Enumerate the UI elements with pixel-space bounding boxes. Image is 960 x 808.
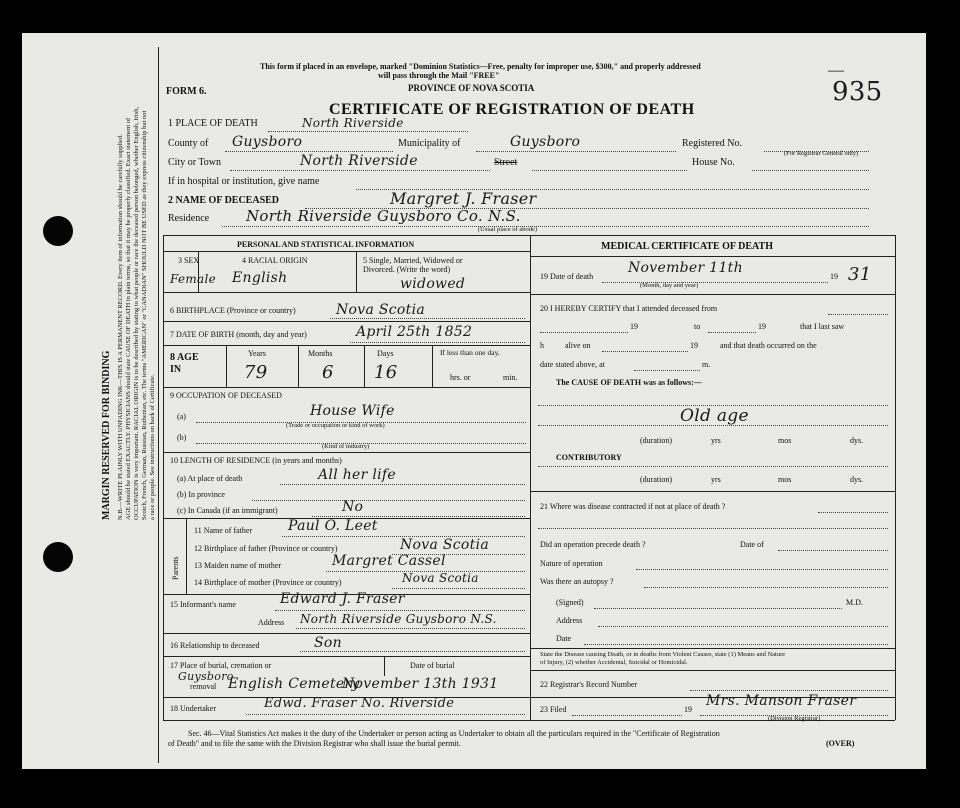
birthplace-value: Nova Scotia	[336, 302, 425, 318]
age-divider-3	[364, 345, 365, 387]
alive-on-label: alive on	[565, 341, 591, 350]
q21-label: 21 Where was disease contracted if not at place of death ?	[540, 502, 726, 511]
margin-note-2: AGE should be stated EXACTLY. PHYSICIANS should state CAUSE OF DEATH in plain terms, so that it may be properly classified. Exact statement of	[125, 117, 132, 520]
place-of-death-label: 1 PLACE OF DEATH	[168, 118, 258, 129]
relationship-value: Son	[314, 635, 342, 651]
sex-value: Female	[170, 272, 217, 286]
street-line	[532, 170, 687, 171]
county-line	[225, 151, 393, 152]
birthplace-line	[330, 318, 525, 319]
filed-label: 23 Filed	[540, 705, 567, 714]
death-occurred-label: and that death occurred on the	[720, 341, 817, 350]
medical-rule-2	[530, 491, 895, 492]
municipality-line	[476, 151, 676, 152]
date-of-death-year: 31	[848, 264, 872, 285]
operation-label: Did an operation precede death ?	[540, 540, 646, 549]
registrar-record-line	[690, 690, 888, 691]
binding-hole-top	[43, 216, 73, 246]
name-of-deceased-label: 2 NAME OF DECEASED	[168, 195, 280, 206]
margin-note-4: Scotch, French, German, Russian, Ruthenian, etc. The terms "AMERICAN" or "CANADIAN" SHOULD NOT BE USED as they express citizenship but not	[141, 110, 148, 520]
residence-label: Residence	[168, 213, 210, 224]
footer-over: (OVER)	[826, 739, 855, 748]
street-label: Street	[494, 157, 518, 168]
m-label: m.	[702, 360, 711, 369]
father-birthplace-value: Nova Scotia	[400, 537, 489, 553]
residence-line	[222, 226, 869, 227]
mother-birthplace-label: 14 Birthplace of mother (Province or country)	[194, 578, 342, 587]
date-of-death-label: 19 Date of death	[540, 272, 594, 281]
marital-label-2: Divorced. (Write the word)	[363, 265, 451, 274]
binding-hole-bottom	[43, 542, 73, 572]
medical-heading-rule	[530, 256, 895, 257]
occupation-note: (Trade or occupation or kind of work)	[286, 422, 385, 429]
burial-place-top: Guysboro	[178, 670, 234, 683]
residence-value: North Riverside Guysboro Co. N.S.	[246, 207, 521, 225]
marital-value: widowed	[400, 276, 466, 292]
mother-label: 13 Maiden name of mother	[194, 561, 282, 570]
informant-address-value: North Riverside Guysboro N.S.	[300, 612, 497, 626]
county-value: Guysboro	[232, 134, 303, 150]
contributory-line	[538, 466, 888, 467]
alive-on-line	[602, 351, 688, 352]
operation-nature-label: Nature of operation	[540, 559, 603, 568]
date-of-death-year-prefix: 19	[830, 272, 838, 281]
physician-date-line	[584, 644, 888, 645]
at-place-value: All her life	[318, 467, 396, 483]
footer-line-1: Sec. 46—Vital Statistics Act makes it the duty of the Undertaker or person acting as Undertaker to obtain all the particulars required in the "Certificate of Registration	[188, 729, 720, 738]
dob-line	[350, 342, 525, 343]
margin-divider	[158, 47, 159, 763]
q21-line	[818, 512, 888, 513]
undertaker-label: 18 Undertaker	[170, 704, 216, 713]
margin-note-1: N.B.—WRITE PLAINLY WITH UNFADING INK—THIS IS A PERMANENT RECORD. Every item of information should be carefully supplied.	[117, 134, 124, 520]
date-of-death-line	[602, 282, 828, 283]
less-than-day-label: If less than one day,	[440, 348, 500, 357]
months-label: Months	[308, 349, 333, 358]
municipality-value: Guysboro	[510, 134, 581, 150]
attend-year-2: 19	[758, 322, 766, 331]
in-province-label: (b) In province	[177, 490, 225, 499]
filed-year-prefix: 19	[684, 705, 692, 714]
burial-label-1: 17 Place of burial, cremation or	[170, 661, 272, 670]
row-rule-4	[163, 387, 530, 388]
attend-to: to	[694, 322, 701, 331]
relationship-label: 16 Relationship to deceased	[170, 641, 260, 650]
years-label: Years	[248, 349, 266, 358]
burial-date-label: Date of burial	[410, 661, 455, 670]
racial-divider	[356, 251, 357, 292]
table-left-border	[163, 235, 164, 720]
deceased-name: Margret J. Fraser	[390, 189, 537, 208]
row-rule-9	[163, 656, 530, 657]
attend-to-line	[708, 332, 756, 333]
row-rule-2	[163, 321, 530, 322]
at-place-line	[280, 484, 525, 485]
q21-line-2	[538, 528, 888, 529]
attend-year-1: 19	[630, 322, 638, 331]
age-divider-1	[226, 345, 227, 387]
age-divider-2	[298, 345, 299, 387]
margin-note-3: OCCUPATION is very important. RACIAL ORIGIN is to be described by stating to what people or race the deceased person belonged, whether English, Irish,	[133, 106, 140, 520]
informant-line	[275, 610, 525, 611]
occupation-value: House Wife	[310, 403, 395, 419]
yrs-label-1: yrs	[711, 436, 721, 445]
residence-note: (Usual place of abode)	[478, 226, 538, 233]
envelope-note-2: will pass through the Mail "FREE"	[378, 71, 500, 80]
municipality-label: Municipality of	[398, 138, 461, 149]
father-value: Paul O. Leet	[288, 518, 378, 534]
date-stated-label: date stated above, at	[540, 360, 605, 369]
medical-heading: MEDICAL CERTIFICATE OF DEATH	[601, 241, 773, 252]
months-value: 6	[322, 362, 334, 383]
age-label: 8 AGE IN	[170, 352, 199, 375]
signed-line	[594, 608, 842, 609]
racial-origin-value: English	[232, 270, 288, 286]
birthplace-label: 6 BIRTHPLACE (Province or country)	[170, 306, 296, 315]
violent-note-1: State the Disease causing Death, or in deaths from Violent Causes, state (1) Means and Nature	[540, 651, 786, 658]
filed-line	[572, 715, 682, 716]
mos-label-1: mos	[778, 436, 792, 445]
city-value: North Riverside	[300, 153, 418, 169]
informant-address-line	[296, 628, 525, 629]
footer-line-2: of Death" and to file the same with the Division Registrar who shall issue the burial permit.	[168, 739, 461, 748]
yrs-label-2: yrs	[711, 475, 721, 484]
mother-birthplace-line	[392, 588, 525, 589]
father-birthplace-label: 12 Birthplace of father (Province or country)	[194, 544, 338, 553]
certify-label: 20 I HEREBY CERTIFY that I attended deceased from	[540, 304, 718, 313]
place-of-death-line	[268, 131, 468, 132]
registered-note: (For Registrar General only)	[784, 150, 859, 157]
racial-origin-label: 4 RACIAL ORIGIN	[242, 256, 308, 265]
date-of-death-note: (Month, day and year)	[640, 282, 699, 289]
burial-date-divider	[384, 656, 385, 676]
informant-address-label: Address	[258, 618, 285, 627]
mother-value: Margret Cassel	[332, 553, 446, 569]
hrs-label: hrs. or	[450, 373, 471, 382]
operation-date-label: Date of	[740, 540, 764, 549]
city-label: City or Town	[168, 157, 222, 168]
md-label: M.D.	[846, 598, 863, 607]
hospital-label: If in hospital or institution, give name	[168, 176, 320, 187]
dob-label: 7 DATE OF BIRTH (month, day and year)	[170, 330, 307, 339]
contributory-label: CONTRIBUTORY	[556, 453, 622, 462]
medical-rule-4	[530, 670, 895, 671]
in-canada-line	[312, 516, 525, 517]
undertaker-value: Edwd. Fraser No. Riverside	[264, 696, 455, 711]
personal-heading: PERSONAL AND STATISTICAL INFORMATION	[237, 240, 415, 249]
duration-label-1: (duration)	[640, 436, 672, 445]
dys-label-2: dys.	[850, 475, 864, 484]
age-divider-4	[432, 345, 433, 387]
burial-place-value: English Cemetery	[228, 676, 360, 692]
dash-mark: —	[828, 62, 844, 79]
house-no-line	[752, 170, 869, 171]
registrar-note: (Division Registrar)	[768, 715, 821, 722]
last-saw-label: that I last saw	[800, 322, 845, 331]
house-no-label: House No.	[692, 157, 735, 168]
operation-nature-line	[636, 569, 888, 570]
margin-reserved-label: MARGIN RESERVED FOR BINDING	[101, 350, 112, 520]
at-place-label: (a) At place of death	[177, 474, 243, 483]
mother-birthplace-value: Nova Scotia	[402, 571, 479, 585]
parents-label: Parents	[171, 556, 180, 580]
marital-label-1: 5 Single, Married, Widowed or	[363, 256, 463, 265]
parents-divider	[186, 518, 187, 594]
duration-label-2: (duration)	[640, 475, 672, 484]
physician-address-label: Address	[556, 616, 583, 625]
registrar-record-label: 22 Registrar's Record Number	[540, 680, 638, 689]
mos-label-2: mos	[778, 475, 792, 484]
row-rule-1	[163, 292, 530, 293]
min-label: min.	[503, 373, 518, 382]
autopsy-label: Was there an autopsy ?	[540, 577, 614, 586]
years-value: 79	[244, 362, 268, 383]
certificate-number: 935	[832, 77, 883, 107]
personal-heading-rule	[163, 251, 530, 252]
time-line	[634, 370, 700, 371]
informant-value: Edward J. Fraser	[280, 591, 405, 607]
date-of-death-value: November 11th	[628, 260, 743, 276]
medical-rule-1	[530, 294, 895, 295]
days-label: Days	[377, 349, 394, 358]
certify-line	[828, 314, 888, 315]
physician-address-line	[598, 626, 888, 627]
in-canada-label: (c) In Canada (if an immigrant)	[177, 506, 278, 515]
city-line	[230, 170, 490, 171]
province-heading: PROVINCE OF NOVA SCOTIA	[408, 83, 535, 93]
certificate-title: CERTIFICATE OF REGISTRATION OF DEATH	[329, 101, 695, 118]
envelope-note-1: This form if placed in an envelope, marked "Dominion Statistics—Free, penalty for improper use, $300," and properly addressed	[260, 62, 701, 71]
section-divider-top	[163, 235, 895, 236]
physician-date-label: Date	[556, 634, 572, 643]
burial-date-value: November 13th 1931	[342, 676, 499, 692]
dob-value: April 25th 1852	[356, 324, 473, 340]
undertaker-line	[246, 714, 525, 715]
medical-rule-3	[530, 648, 895, 649]
cause-value: Old age	[680, 406, 749, 426]
table-right-border	[895, 235, 896, 720]
violent-note-2: of Injury, (2) whether Accidental, Suicidal or Homicidal.	[540, 659, 688, 666]
county-label: County of	[168, 138, 209, 149]
row-rule-8	[163, 633, 530, 634]
signed-label: (Signed)	[556, 598, 584, 607]
informant-label: 15 Informant's name	[170, 600, 236, 609]
alive-year: 19	[690, 341, 698, 350]
place-of-death-value: North Riverside	[302, 116, 404, 130]
sex-label: 3 SEX	[178, 256, 200, 265]
autopsy-line	[644, 587, 888, 588]
dys-label-1: dys.	[850, 436, 864, 445]
father-label: 11 Name of father	[194, 526, 253, 535]
cause-line-2	[538, 425, 888, 426]
burial-label-2: removal	[190, 682, 217, 691]
occupation-label: 9 OCCUPATION OF DECEASED	[170, 391, 282, 400]
in-canada-value: No	[342, 499, 364, 515]
registrar-signature: Mrs. Manson Fraser	[706, 693, 857, 709]
row-rule-5	[163, 452, 530, 453]
occupation-b-label: (b)	[177, 433, 187, 442]
row-rule-3	[163, 345, 530, 346]
residence-length-label: 10 LENGTH OF RESIDENCE (in years and months)	[170, 456, 342, 465]
relationship-line	[300, 651, 525, 652]
margin-note-5: a race or people. See instructions on back of Certificate.	[149, 374, 156, 520]
occupation-a-label: (a)	[177, 412, 186, 421]
operation-date-line	[778, 550, 888, 551]
attend-from-line	[540, 332, 628, 333]
days-value: 16	[374, 362, 398, 383]
industry-note: (Kind of industry)	[322, 443, 370, 450]
cause-label: The CAUSE OF DEATH was as follows:—	[556, 378, 702, 387]
in-province-line	[252, 500, 525, 501]
form-number: FORM 6.	[166, 86, 207, 97]
h-label: h	[540, 341, 544, 350]
registered-no-label: Registered No.	[682, 138, 742, 149]
